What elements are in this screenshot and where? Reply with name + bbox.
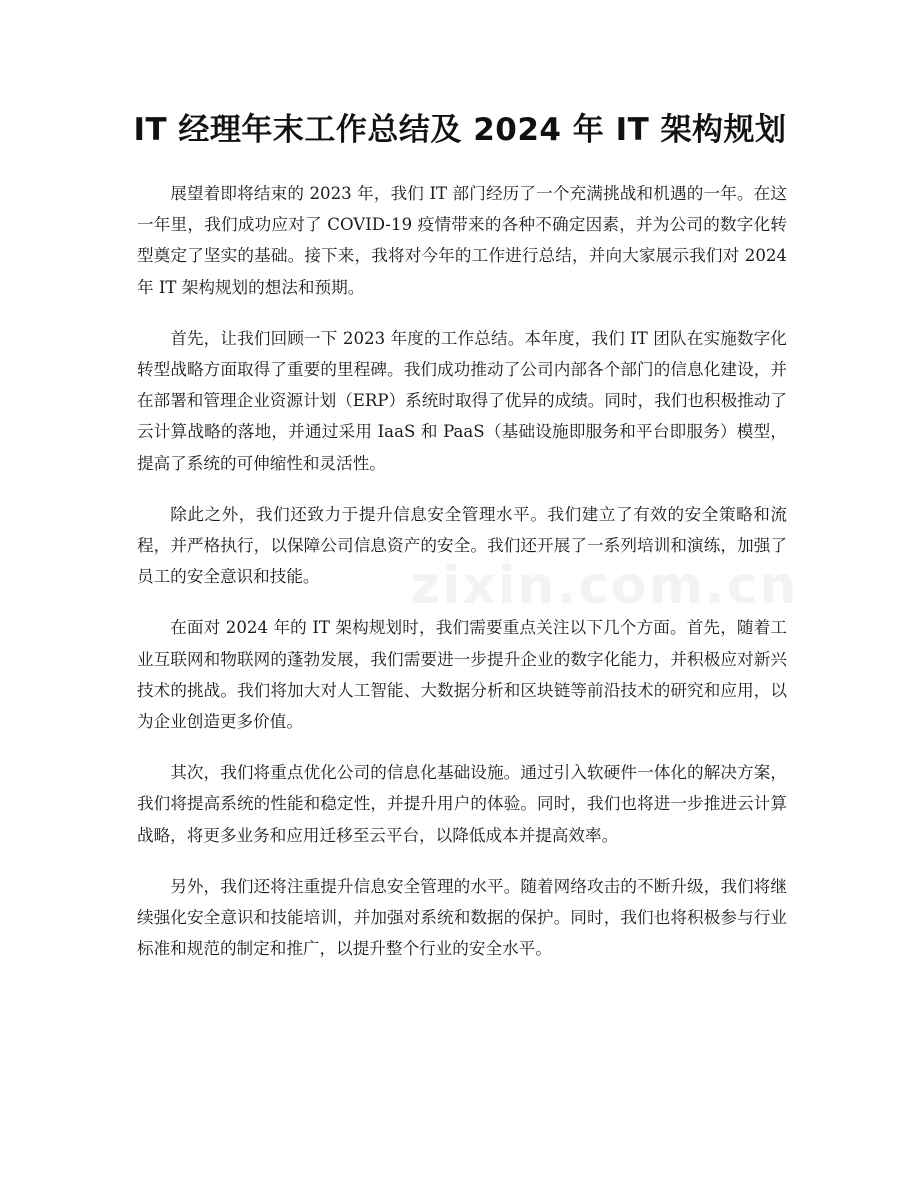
watermark: zixin.com.cn: [410, 556, 799, 616]
paragraph-4: 在面对 2024 年的 IT 架构规划时，我们需要重点关注以下几个方面。首先，随着工业互联网和物联网的蓬勃发展，我们需要进一步提升企业的数字化能力，并积极应对新兴技术的挑战。我们将加大对人工智能、大数据分析和区块链等前沿技术的研究和应用，以为企业创造更多价值。: [137, 618, 787, 732]
document-title: IT 经理年末工作总结及 2024 年 IT 架构规划: [133, 112, 787, 148]
paragraph-1: 展望着即将结束的 2023 年，我们 IT 部门经历了一个充满挑战和机遇的一年。在这一年里，我们成功应对了 COVID-19 疫情带来的各种不确定因素，并为公司的数字化转型奠定了坚实的基础。接下来，我将对今年的工作进行总结，并向大家展示我们对 2024 年 IT 架构规划的想法和预期。: [137, 184, 787, 297]
document-body: [137, 178, 787, 984]
paragraph-6: 另外，我们还将注重提升信息安全管理的水平。随着网络攻击的不断升级，我们将继续强化安全意识和技能培训，并加强对系统和数据的保护。同时，我们也将积极参与行业标准和规范的制定和推广，以提升整个行业的安全水平。: [137, 876, 787, 959]
paragraph-2: 首先，让我们回顾一下 2023 年度的工作总结。本年度，我们 IT 团队在实施数字化转型战略方面取得了重要的里程碑。我们成功推动了公司内部各个部门的信息化建设，并在部署和管理企业资源计划（ERP）系统时取得了优异的成绩。同时，我们也积极推动了云计算战略的落地，并通过采用 IaaS 和 PaaS（基础设施即服务和平台即服务）模型，提高了系统的可伸缩性和灵活性。: [137, 328, 787, 473]
paragraph-5: 其次，我们将重点优化公司的信息化基础设施。通过引入软硬件一体化的解决方案，我们将提高系统的性能和稳定性，并提升用户的体验。同时，我们也将进一步推进云计算战略，将更多业务和应用迁移至云平台，以降低成本并提高效率。: [137, 763, 787, 845]
paragraph-3: 除此之外，我们还致力于提升信息安全管理水平。我们建立了有效的安全策略和流程，并严格执行，以保障公司信息资产的安全。我们还开展了一系列培训和演练，加强了员工的安全意识和技能。: [137, 504, 787, 587]
